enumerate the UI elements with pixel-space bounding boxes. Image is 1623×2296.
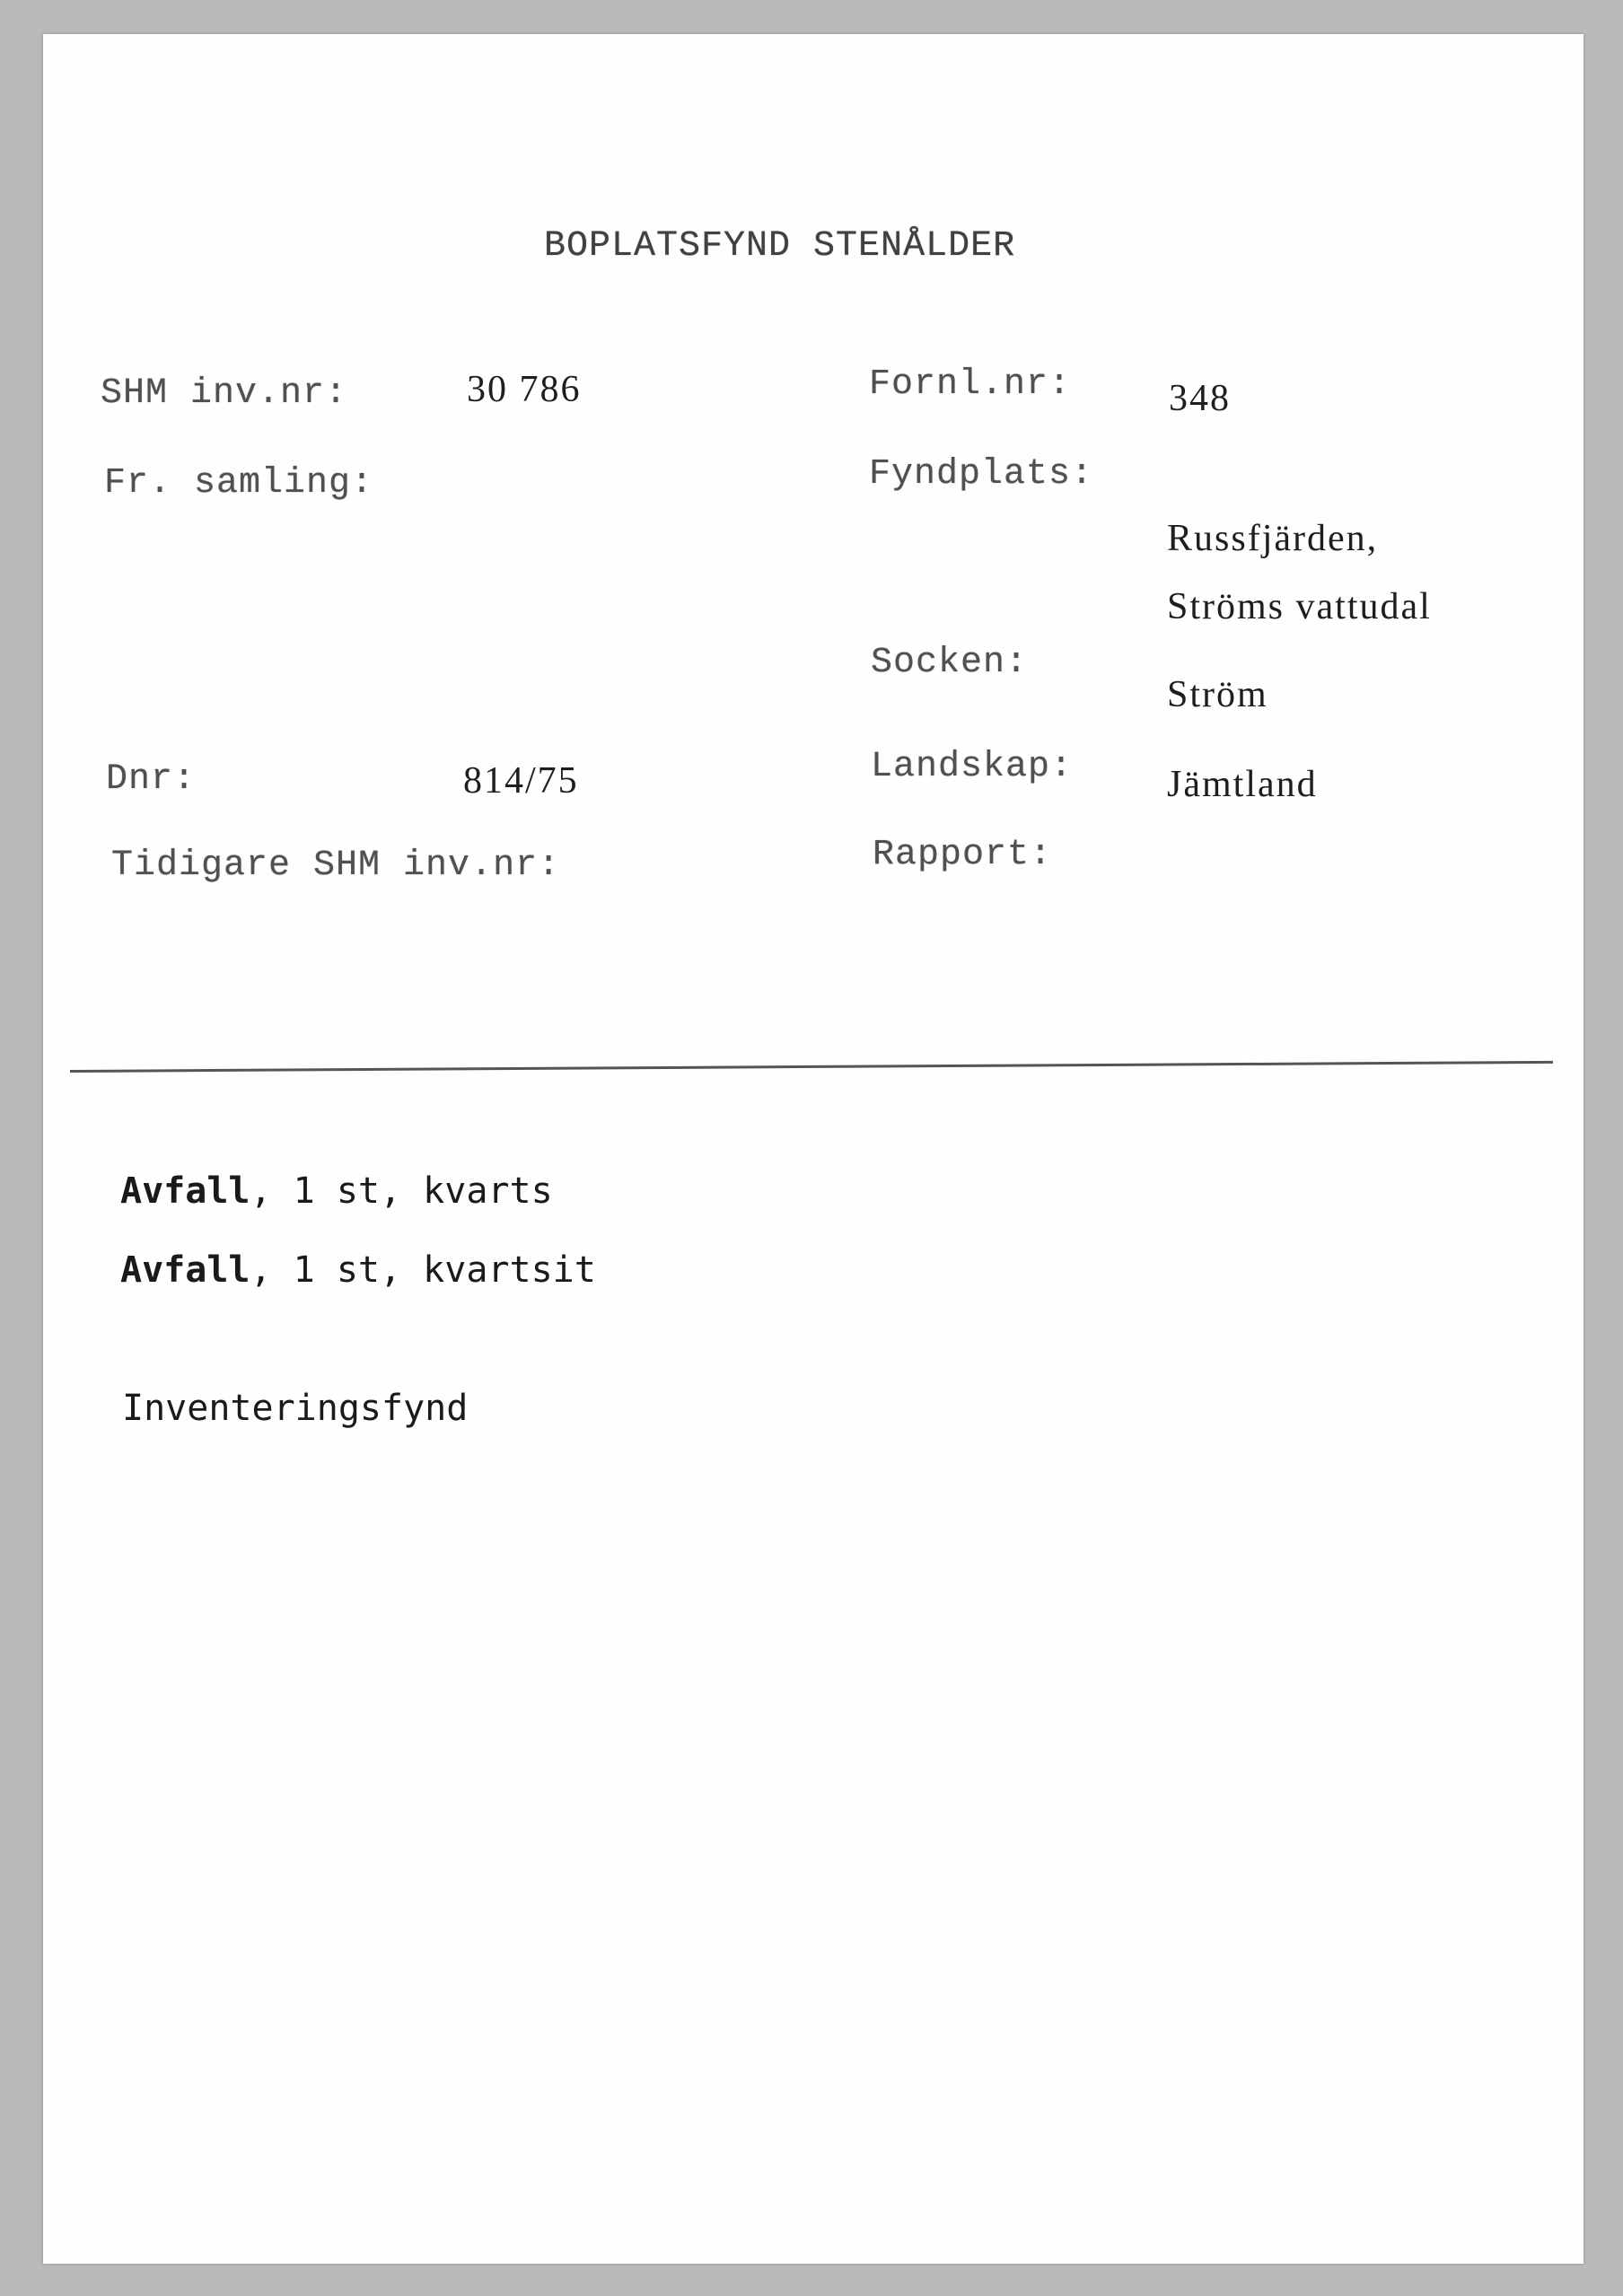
note-text: Inventeringsfynd [122,1388,469,1429]
dnr-label: Dnr: [106,759,197,800]
shm-inv-value: 30 786 [467,369,582,410]
fyndplats-label: Fyndplats: [869,454,1094,495]
socken-label: Socken: [871,643,1029,683]
dnr-value: 814/75 [463,760,579,802]
item-type: Avfall [120,1249,250,1291]
fornl-label: Fornl.nr: [869,364,1072,405]
fyndplats-value-line1: Russfjärden, [1167,518,1379,559]
item-line-2 [120,1249,596,1291]
shm-inv-label: SHM inv.nr: [101,373,348,414]
item-type: Avfall [120,1170,250,1212]
fyndplats-value-line2: Ströms vattudal [1167,586,1432,627]
fornl-value: 348 [1169,378,1231,419]
landskap-label: Landskap: [871,747,1074,787]
item-line-1 [120,1170,553,1212]
fr-samling-label: Fr. samling: [104,463,374,504]
item-description: , 1 st, kvartsit [250,1249,596,1291]
rapport-label: Rapport: [873,835,1053,875]
tidigare-shm-inv-label: Tidigare SHM inv.nr: [111,846,561,886]
landskap-value: Jämtland [1167,764,1318,805]
socken-value: Ström [1167,674,1268,715]
card-title: BOPLATSFYND STENÅLDER [544,226,1016,267]
catalog-card [43,34,1584,2264]
item-description: , 1 st, kvarts [250,1170,553,1212]
